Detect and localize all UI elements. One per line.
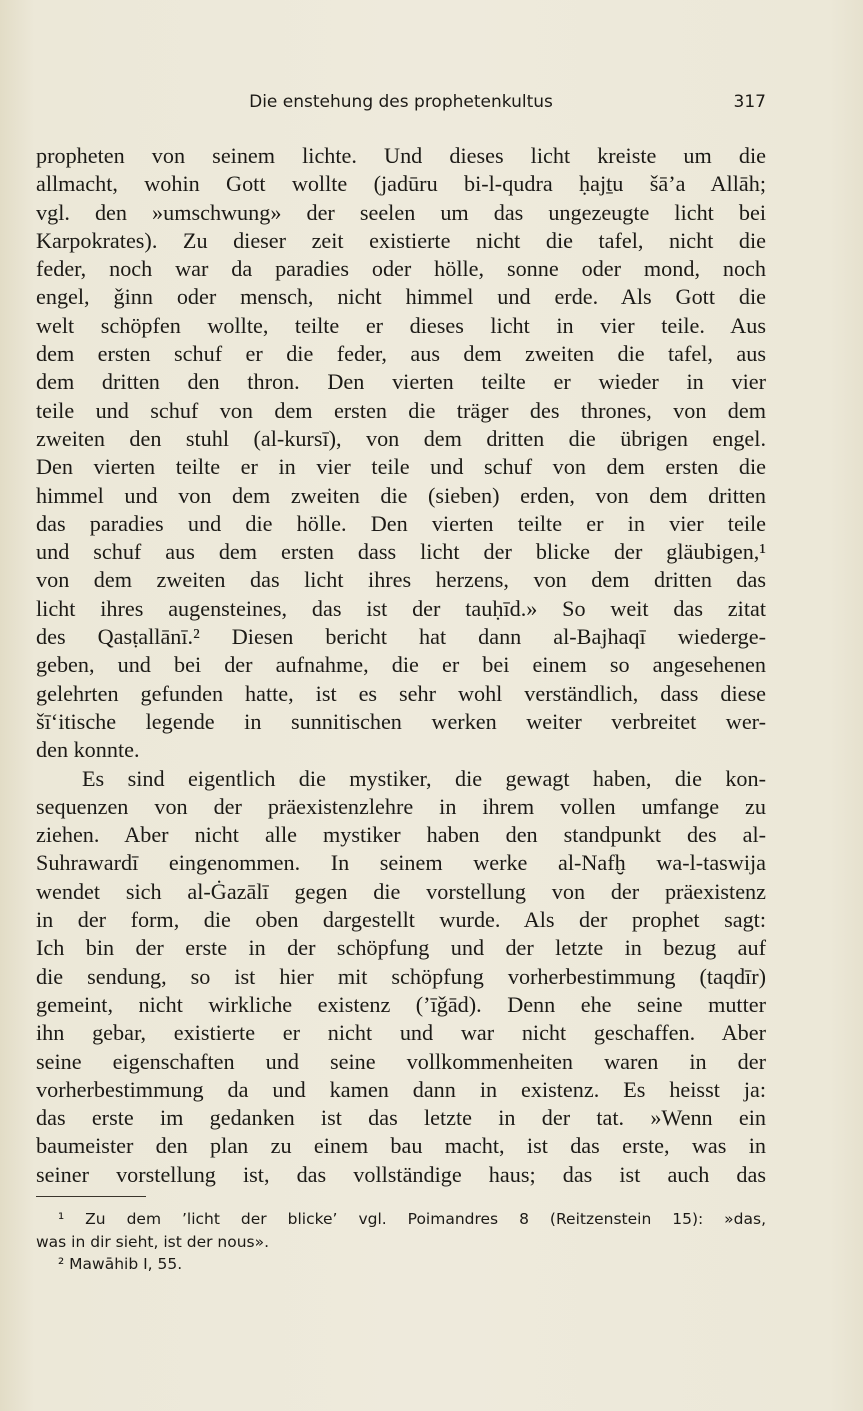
body-line: engel, ǧinn oder mensch, nicht himmel und erde. Als Gott die — [36, 284, 766, 310]
footnote-1-line-1: ¹ Zu dem ’licht der blicke’ vgl. Poimandres 8 (Reitzenstein 15): »das, — [58, 1210, 766, 1228]
body-line: geben, und bei der aufnahme, die er bei einem so angesehenen — [36, 652, 766, 678]
body-line: gemeint, nicht wirkliche existenz (’īǧād). Denn ehe seine mutter — [36, 991, 766, 1017]
body-line: seiner vorstellung ist, das vollständige haus; das ist auch das — [36, 1161, 766, 1187]
body-line: teile und schuf von dem ersten die träger des thrones, von dem — [36, 397, 766, 423]
body-line: das erste im gedanken ist das letzte in der tat. »Wenn ein — [36, 1105, 766, 1131]
body-line: šī‘itische legende in sunnitischen werken weiter verbreitet wer- — [36, 708, 766, 734]
body-line: dem ersten schuf er die feder, aus dem zweiten die tafel, aus — [36, 341, 766, 367]
body-line: himmel und von dem zweiten die (sieben) erden, von dem dritten — [36, 482, 766, 508]
body-line: baumeister den plan zu einem bau macht, ist das erste, was in — [36, 1133, 766, 1159]
body-line: des Qasṭallānī.² Diesen bericht hat dann al-Bajhaqī wiederge- — [36, 624, 766, 650]
footnotes — [36, 1208, 766, 1276]
body-line: in der form, die oben dargestellt wurde. Als der prophet sagt: — [36, 907, 766, 933]
body-line: Den vierten teilte er in vier teile und schuf von dem ersten die — [36, 454, 766, 480]
body-line: Ich bin der erste in der schöpfung und der letzte in bezug auf — [36, 935, 766, 961]
body-line: und schuf aus dem ersten dass licht der blicke der gläubigen,¹ — [36, 539, 766, 565]
body-line: vorherbestimmung da und kamen dann in existenz. Es heisst ja: — [36, 1076, 766, 1102]
body-line: ihn gebar, existierte er nicht und war nicht geschaffen. Aber — [36, 1020, 766, 1046]
body-line: welt schöpfen wollte, teilte er dieses licht in vier teile. Aus — [36, 312, 766, 338]
body-line: propheten von seinem lichte. Und dieses licht kreiste um die — [36, 143, 766, 168]
body-text — [36, 142, 766, 1189]
body-line: ziehen. Aber nicht alle mystiker haben den standpunkt des al- — [36, 822, 766, 848]
body-line: vgl. den »umschwung» der seelen um das ungezeugte licht bei — [36, 199, 766, 225]
body-line: zweiten den stuhl (al-kursī), von dem dritten die übrigen engel. — [36, 425, 766, 451]
body-line: seine eigenschaften und seine vollkommenheiten waren in der — [36, 1048, 766, 1074]
body-line: von dem zweiten das licht ihres herzens, von dem dritten das — [36, 567, 766, 593]
body-line: wendet sich al-Ġazālī gegen die vorstellung von der präexistenz — [36, 878, 766, 904]
body-line: den konnte. — [36, 737, 140, 763]
running-header — [36, 92, 766, 116]
body-line: Karpokrates). Zu dieser zeit existierte nicht die tafel, nicht die — [36, 227, 766, 253]
body-line: feder, noch war da paradies oder hölle, sonne oder mond, noch — [36, 256, 766, 282]
body-line: licht ihres augensteines, das ist der tauḥīd.» So weit das zitat — [36, 595, 766, 621]
body-line: Es sind eigentlich die mystiker, die gewagt haben, die kon- — [82, 765, 766, 791]
body-line: dem dritten den thron. Den vierten teilte er wieder in vier — [36, 369, 766, 395]
footnote-1-line-2: was in dir sieht, ist der nous». — [36, 1232, 270, 1251]
running-title: Die enstehung des prophetenkultus — [249, 92, 553, 112]
page-number: 317 — [733, 92, 766, 112]
body-line: gelehrten gefunden hatte, ist es sehr wohl verständlich, dass diese — [36, 680, 766, 706]
body-line: Suhrawardī eingenommen. In seinem werke al-Nafḫ wa-l-taswija — [36, 850, 766, 876]
footnote-rule — [36, 1196, 146, 1197]
body-line: allmacht, wohin Gott wollte (jadūru bi-l-qudra ḥajṯu šā’a Allāh; — [36, 171, 766, 197]
body-line: sequenzen von der präexistenzlehre in ihrem vollen umfange zu — [36, 793, 766, 819]
footnote-2: ² Mawāhib I, 55. — [58, 1255, 183, 1273]
body-line: die sendung, so ist hier mit schöpfung vorherbestimmung (taqdīr) — [36, 963, 766, 989]
body-line: das paradies und die hölle. Den vierten teilte er in vier teile — [36, 510, 766, 536]
